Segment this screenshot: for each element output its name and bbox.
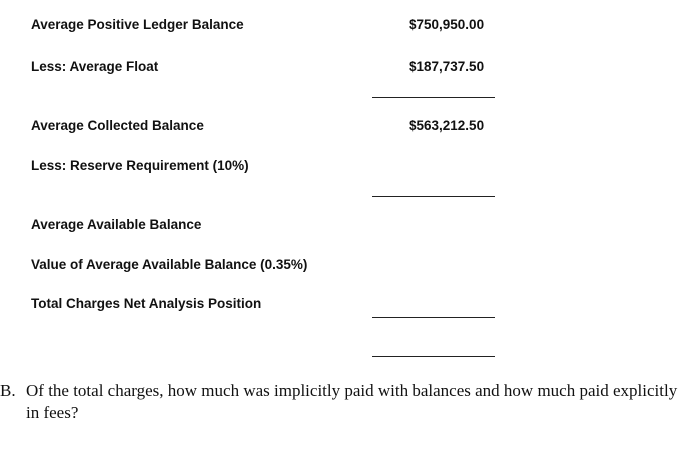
row-label-reserve-requirement: Less: Reserve Requirement (10%): [31, 158, 249, 173]
subtotal-rule: [372, 196, 495, 197]
row-amount-average-float: $187,737.50: [409, 59, 485, 74]
question-text: Of the total charges, how much was implicitly paid with balances and how much paid explicitly in fees?: [26, 381, 678, 422]
row-label-ledger-balance: Average Positive Ledger Balance: [31, 17, 244, 32]
row-label-collected-balance: Average Collected Balance: [31, 118, 204, 133]
answer-rule: [372, 356, 495, 357]
question-b: [0, 380, 688, 424]
row-label-available-balance: Average Available Balance: [31, 217, 202, 232]
row-amount-ledger-balance: $750,950.00: [409, 17, 485, 32]
subtotal-rule: [372, 97, 495, 98]
row-amount-collected-balance: $563,212.50: [409, 118, 485, 133]
answer-rule: [372, 317, 495, 318]
row-label-total-charges: Total Charges Net Analysis Position: [31, 296, 262, 311]
question-letter: B.: [0, 381, 16, 400]
row-label-average-float: Less: Average Float: [31, 59, 159, 74]
row-label-value-available-balance: Value of Average Available Balance (0.35%): [31, 257, 308, 272]
